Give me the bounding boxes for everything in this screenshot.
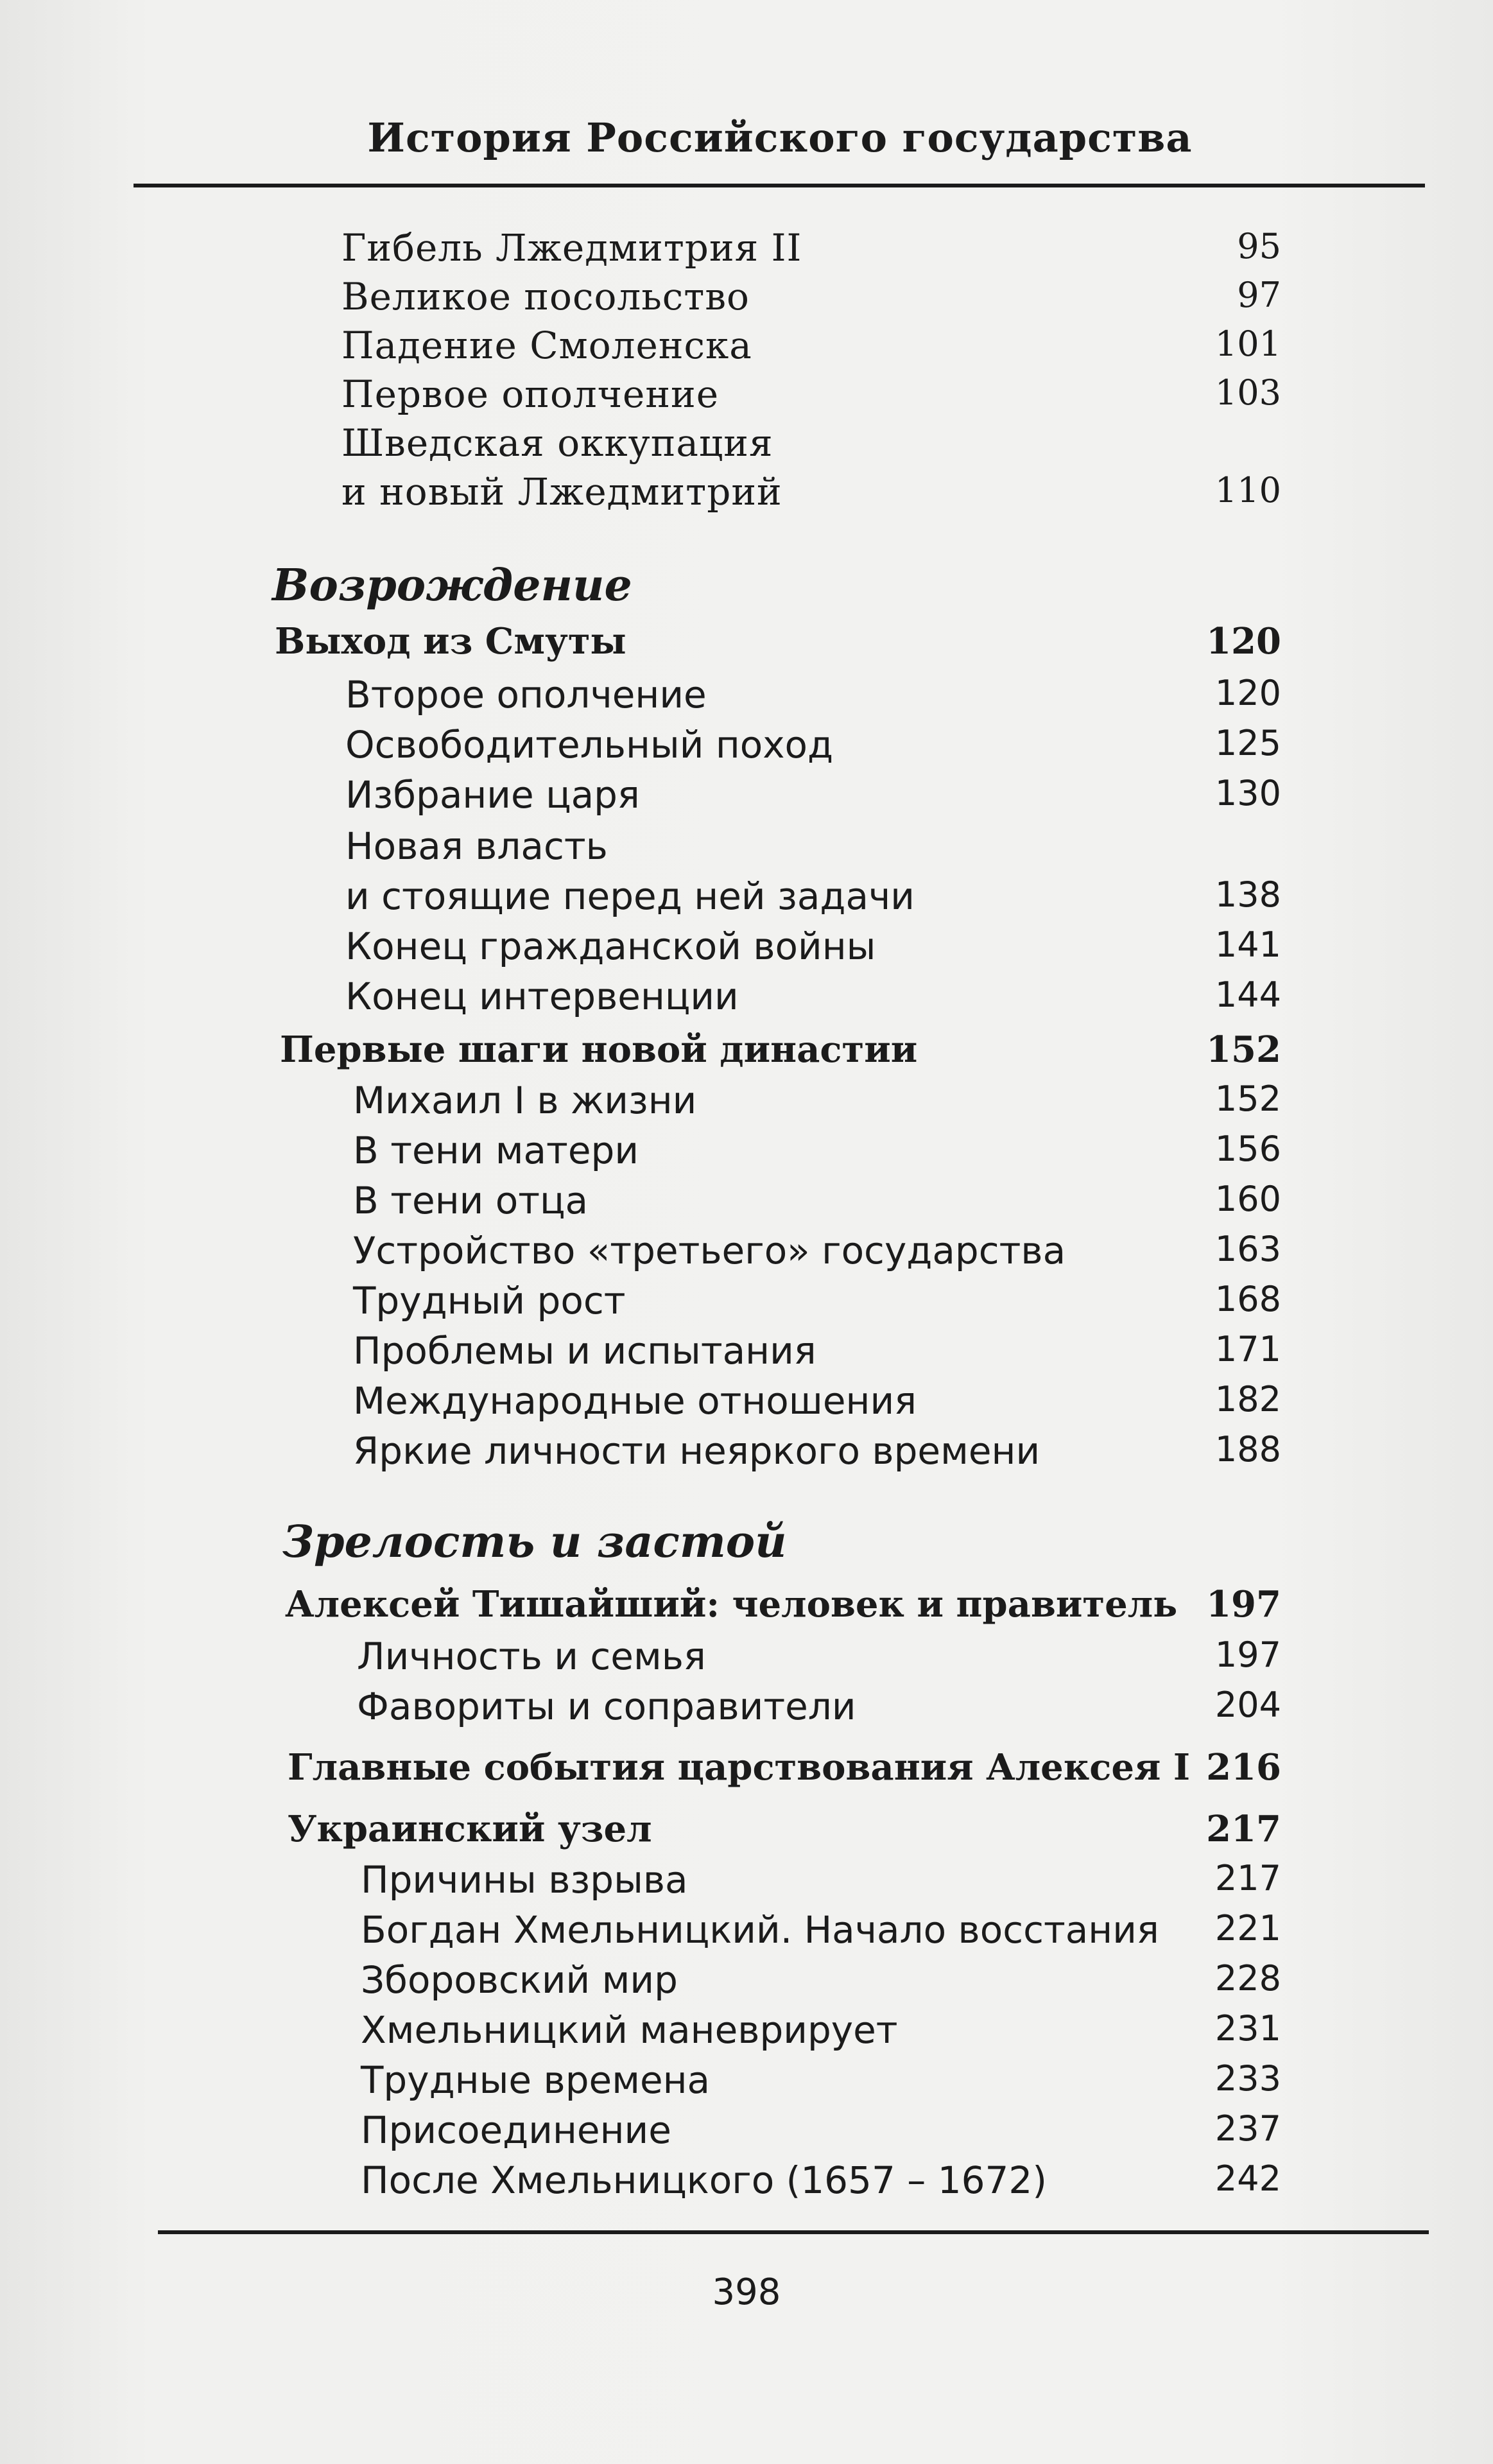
- toc-entry: [0, 924, 1493, 975]
- toc-entry-page: 130: [1214, 773, 1281, 813]
- toc-entry-title: Избрание царя: [345, 773, 640, 817]
- toc-entry: [0, 1429, 1493, 1479]
- toc-entry: [0, 1958, 1493, 2008]
- toc-entry-title: В тени отца: [353, 1179, 589, 1222]
- toc-chapter-page: 197: [1206, 1583, 1281, 1626]
- toc-entry-title: Второе ополчение: [345, 673, 707, 716]
- toc-entry-page: 237: [1214, 2108, 1281, 2149]
- toc-entry-page: 217: [1214, 1858, 1281, 1898]
- toc-entry-page: 97: [1237, 275, 1281, 315]
- toc-entry-page: 228: [1214, 1958, 1281, 1999]
- toc-chapter-page: 120: [1206, 620, 1281, 663]
- toc-entry-title: Международные отношения: [353, 1379, 917, 1423]
- section-heading: Возрождение: [272, 560, 632, 611]
- toc-chapter: [0, 1746, 1493, 1796]
- toc-entry: [0, 421, 1493, 471]
- toc-entry-title: Падение Смоленска: [341, 324, 752, 367]
- toc-entry-title: В тени матери: [353, 1129, 639, 1172]
- toc-entry-title: Устройство «третьего» государства: [353, 1229, 1066, 1272]
- toc-entry-page: 144: [1214, 975, 1281, 1015]
- toc-entry-title: Причины взрыва: [361, 1858, 688, 1902]
- toc-entry: [0, 723, 1493, 773]
- toc-entry-page: 141: [1214, 924, 1281, 965]
- toc-entry-title: Конец гражданской войны: [345, 924, 876, 968]
- toc-entry-page: 182: [1214, 1379, 1281, 1419]
- toc-entry-page: 163: [1214, 1229, 1281, 1269]
- toc-entry-page: 231: [1214, 2008, 1281, 2049]
- toc-entry-page: 110: [1214, 470, 1281, 510]
- toc-entry-page: 152: [1214, 1079, 1281, 1119]
- toc-entry-title: Первое ополчение: [341, 372, 720, 416]
- toc-entry-title: Михаил I в жизни: [353, 1079, 697, 1122]
- toc-entry-title: Гибель Лжедмитрия II: [341, 226, 802, 270]
- toc-entry: [0, 673, 1493, 723]
- toc-chapter-page: 217: [1206, 1808, 1281, 1850]
- toc-chapter: [0, 1808, 1493, 1858]
- toc-entry-page: 242: [1214, 2158, 1281, 2199]
- toc-entry-title: и стоящие перед ней задачи: [345, 874, 915, 918]
- toc-entry: [0, 2108, 1493, 2158]
- toc-entry: [0, 1858, 1493, 1908]
- toc-entry: [0, 226, 1493, 276]
- toc-entry-title: Освободительный поход: [345, 723, 834, 767]
- toc-entry-page: 160: [1214, 1179, 1281, 1219]
- toc-entry-title: Зборовский мир: [361, 1958, 678, 2002]
- toc-chapter-page: 216: [1206, 1746, 1281, 1789]
- toc-entry: [0, 372, 1493, 422]
- toc-chapter-title: Первые шаги новой династии: [280, 1028, 918, 1071]
- toc-entry: [0, 2008, 1493, 2058]
- toc-chapter-title: Алексей Тишайший: человек и правитель: [285, 1583, 1178, 1626]
- running-title: История Российского государства: [367, 114, 1193, 161]
- toc-entry: [0, 773, 1493, 823]
- toc-entry-title: Великое посольство: [341, 275, 750, 318]
- toc-chapter-page: 152: [1206, 1028, 1281, 1071]
- toc-entry-page: 103: [1214, 372, 1281, 413]
- toc-entry-title: После Хмельницкого (1657 – 1672): [361, 2158, 1047, 2202]
- toc-entry-page: 171: [1214, 1329, 1281, 1369]
- toc-entry: [0, 824, 1493, 874]
- toc-entry-title: Богдан Хмельницкий. Начало восстания: [361, 1908, 1159, 1952]
- toc-entry-page: 188: [1214, 1429, 1281, 1470]
- toc-entry-page: 95: [1237, 226, 1281, 266]
- toc-entry-title: и новый Лжедмитрий: [341, 470, 782, 514]
- toc-entry-title: Хмельницкий маневрирует: [361, 2008, 898, 2052]
- toc-entry: [0, 2058, 1493, 2108]
- toc-entry: [0, 975, 1493, 1025]
- toc-entry-page: 204: [1214, 1685, 1281, 1725]
- toc-entry-title: Трудный рост: [353, 1279, 626, 1323]
- toc-entry: [0, 324, 1493, 374]
- toc-entry-title: Новая власть: [345, 824, 608, 868]
- section-heading: Зрелость и застой: [282, 1516, 787, 1568]
- toc-entry-page: 233: [1214, 2058, 1281, 2099]
- toc-entry: [0, 1079, 1493, 1129]
- toc-entry-title: Конец интервенции: [345, 975, 739, 1018]
- toc-entry: [0, 1229, 1493, 1279]
- toc-entry-page: 168: [1214, 1279, 1281, 1319]
- toc-chapter-title: Выход из Смуты: [275, 620, 626, 663]
- toc-entry-page: 156: [1214, 1129, 1281, 1169]
- footer-rule: [158, 2230, 1429, 2234]
- toc-entry: [0, 1685, 1493, 1735]
- toc-entry: [0, 1635, 1493, 1685]
- toc-chapter: [0, 620, 1493, 670]
- toc-entry: [0, 1329, 1493, 1379]
- toc-entry: [0, 2158, 1493, 2208]
- toc-entry-title: Фавориты и соправители: [357, 1685, 856, 1728]
- toc-entry-title: Шведская оккупация: [341, 421, 773, 465]
- toc-entry: [0, 874, 1493, 924]
- toc-entry-page: 221: [1214, 1908, 1281, 1948]
- toc-entry: [0, 275, 1493, 325]
- toc-entry-page: 101: [1214, 324, 1281, 364]
- toc-entry: [0, 1379, 1493, 1429]
- toc-entry-page: 125: [1214, 723, 1281, 763]
- toc-entry: [0, 1179, 1493, 1229]
- toc-entry-page: 138: [1214, 874, 1281, 915]
- toc-entry: [0, 1908, 1493, 1958]
- toc-chapter-title: Украинский узел: [288, 1808, 652, 1850]
- toc-entry: [0, 1129, 1493, 1179]
- toc-entry: [0, 470, 1493, 520]
- header-rule: [134, 184, 1425, 187]
- toc-chapter: [0, 1028, 1493, 1079]
- toc-entry-title: Трудные времена: [361, 2058, 711, 2102]
- toc-entry-title: Присоединение: [361, 2108, 671, 2152]
- toc-entry-page: 120: [1214, 673, 1281, 713]
- toc-entry-title: Личность и семья: [357, 1635, 706, 1678]
- toc-entry-page: 197: [1214, 1635, 1281, 1675]
- toc-chapter: [0, 1583, 1493, 1633]
- page-number: 398: [712, 2271, 781, 2313]
- toc-chapter-title: Главные события царствования Алексея I: [288, 1746, 1191, 1789]
- toc-entry-title: Яркие личности неяркого времени: [353, 1429, 1040, 1473]
- toc-entry-title: Проблемы и испытания: [353, 1329, 816, 1373]
- toc-entry: [0, 1279, 1493, 1329]
